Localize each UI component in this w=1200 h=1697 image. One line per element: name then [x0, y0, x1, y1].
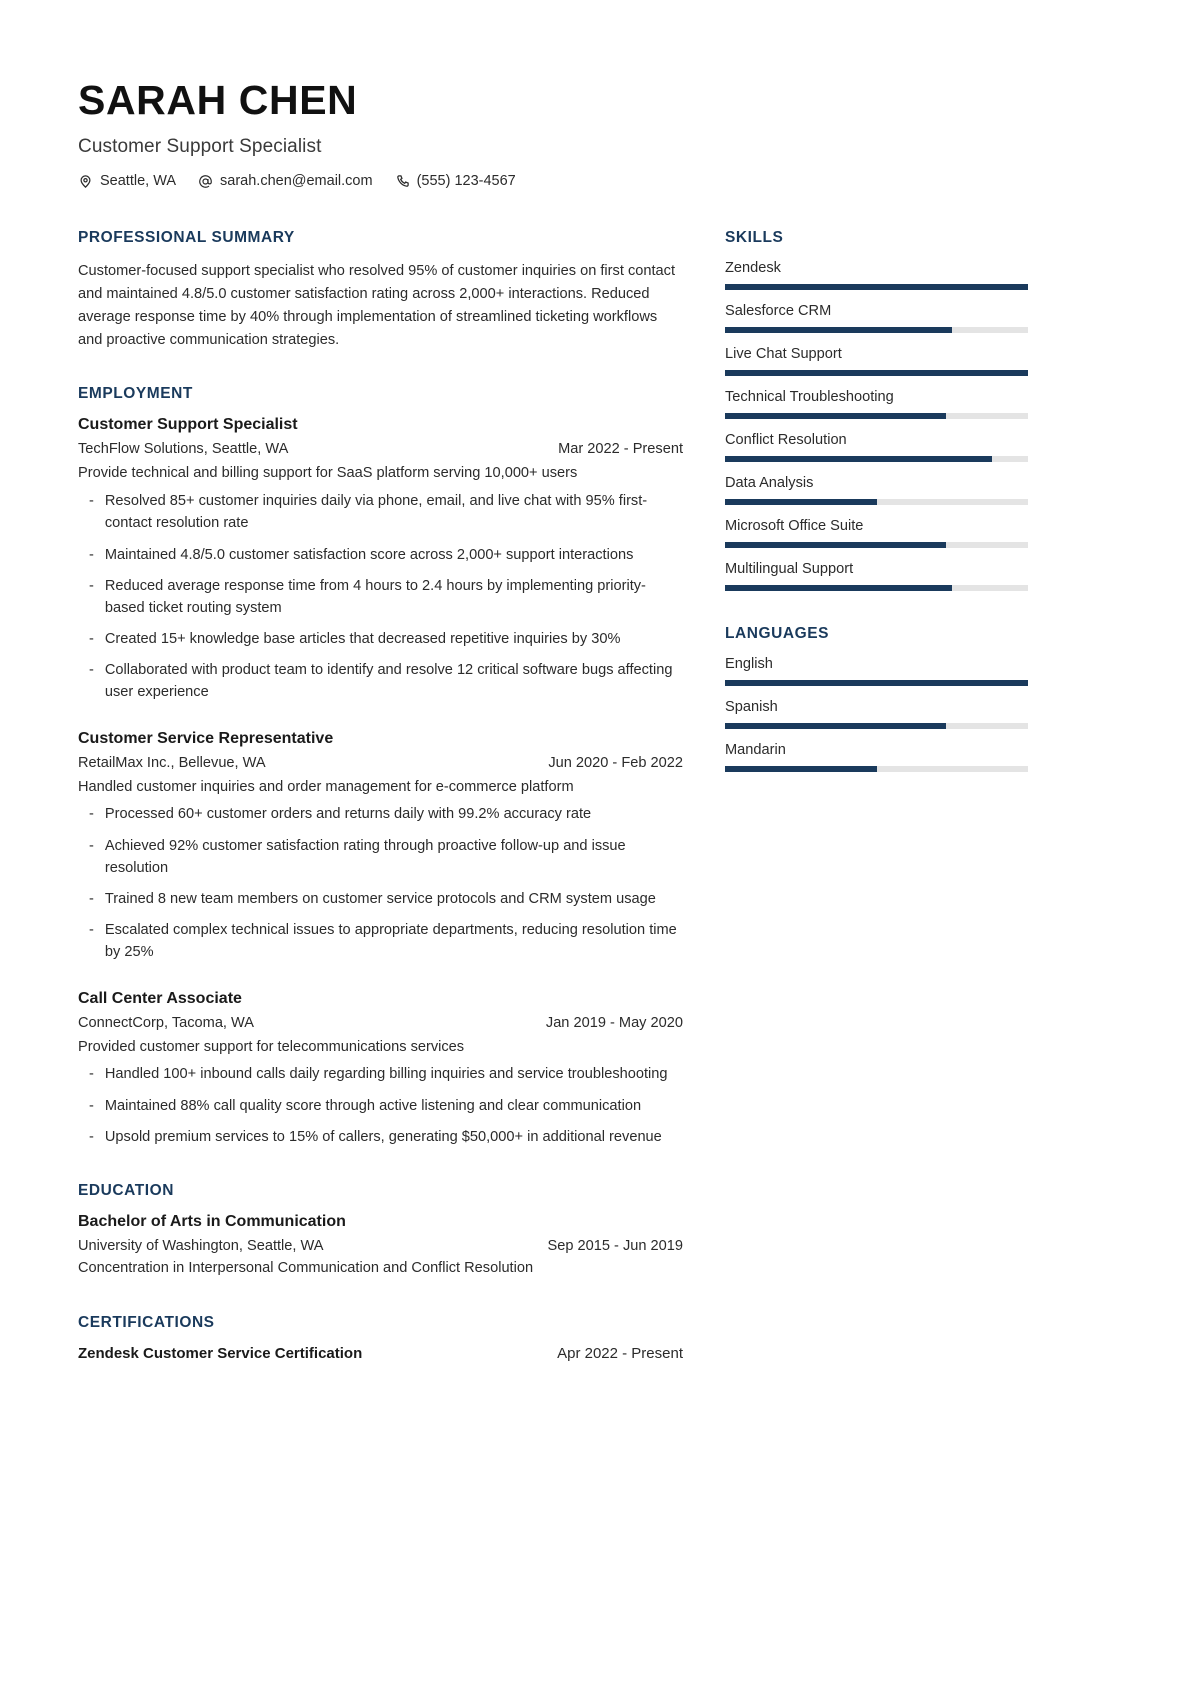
certification-entry — [78, 1345, 683, 1362]
job-description: Provide technical and billing support for SaaS platform serving 10,000+ users — [78, 465, 578, 482]
education-entry — [78, 1213, 683, 1276]
section-employment — [78, 385, 683, 1148]
job-company: ConnectCorp, Tacoma, WA — [78, 1014, 255, 1031]
skill-item — [725, 346, 1028, 376]
job-bullet-text: Upsold premium services to 15% of callers, generating $50,000+ in additional revenue — [104, 1128, 662, 1145]
employment-entry — [78, 730, 683, 964]
job-bullet-text: Handled 100+ inbound calls daily regarding billing inquiries and service troubleshooting — [104, 1066, 668, 1083]
skill-level-fill — [725, 370, 1028, 376]
skill-label: Multilingual Support — [725, 561, 854, 578]
contact-location — [78, 173, 176, 189]
job-bullet-text: Maintained 4.8/5.0 customer satisfaction score across 2,000+ support interactions — [104, 546, 634, 563]
section-professional-summary — [78, 229, 683, 351]
job-bullet — [78, 544, 683, 566]
job-bullet-text: Maintained 88% call quality score through active listening and clear communication — [104, 1097, 642, 1114]
bullet-dash-icon: - — [89, 493, 94, 510]
languages-heading: LANGUAGES — [725, 625, 829, 643]
job-bullet-text: Reduced average response time from 4 hours to 2.4 hours by implementing priority-based ticket routing system — [104, 577, 646, 616]
skill-label: Live Chat Support — [725, 346, 842, 363]
language-level-bar — [725, 723, 1028, 729]
skill-item — [725, 475, 1028, 505]
language-label: English — [725, 656, 773, 673]
sidebar-column — [725, 229, 1028, 806]
skill-item — [725, 518, 1028, 548]
job-bullet — [78, 659, 683, 703]
bullet-dash-icon: - — [89, 837, 94, 854]
job-bullet-text: Created 15+ knowledge base articles that decreased repetitive inquiries by 30% — [104, 631, 621, 648]
bullet-dash-icon: - — [89, 546, 94, 563]
language-level-fill — [725, 766, 877, 772]
bullet-dash-icon: - — [89, 891, 94, 907]
bullet-dash-icon: - — [89, 922, 94, 939]
skill-level-fill — [725, 456, 992, 462]
bullet-dash-icon: - — [89, 631, 94, 648]
skill-level-fill — [725, 327, 952, 333]
email-at-icon — [198, 174, 213, 189]
employment-heading: EMPLOYMENT — [78, 385, 193, 403]
job-bullet — [78, 1126, 683, 1148]
skill-level-fill — [725, 585, 952, 591]
job-bullet — [78, 628, 683, 650]
skills-list — [725, 260, 1028, 591]
section-education — [78, 1182, 683, 1276]
language-level-fill — [725, 723, 946, 729]
employment-entry — [78, 990, 683, 1148]
education-school: University of Washington, Seattle, WA — [78, 1237, 324, 1254]
job-bullet — [78, 888, 683, 910]
resume-header — [78, 78, 1028, 189]
employment-list — [78, 416, 683, 1148]
skill-level-bar — [725, 284, 1028, 290]
bullet-dash-icon: - — [89, 806, 94, 823]
contact-email[interactable] — [198, 173, 373, 189]
education-dates: Sep 2015 - Jun 2019 — [547, 1237, 683, 1254]
job-bullet-text: Processed 60+ customer orders and returns daily with 99.2% accuracy rate — [104, 806, 592, 823]
location-pin-icon — [78, 174, 93, 189]
job-role: Call Center Associate — [78, 989, 242, 1007]
skill-level-bar — [725, 456, 1028, 462]
bullet-dash-icon: - — [89, 1128, 94, 1145]
skill-level-bar — [725, 413, 1028, 419]
job-meta — [78, 755, 683, 771]
skill-level-fill — [725, 499, 877, 505]
skill-level-bar — [725, 370, 1028, 376]
job-bullet-text: Escalated complex technical issues to appropriate departments, reducing resolution time by 25% — [104, 922, 677, 961]
job-bullet — [78, 1063, 683, 1085]
skill-label: Conflict Resolution — [725, 432, 847, 449]
employment-entry — [78, 416, 683, 703]
language-level-bar — [725, 680, 1028, 686]
education-heading: EDUCATION — [78, 1181, 174, 1199]
skill-label: Data Analysis — [725, 475, 814, 492]
job-bullet — [78, 919, 683, 963]
phone-icon — [395, 174, 410, 189]
skill-level-fill — [725, 542, 946, 548]
contact-row — [78, 173, 1028, 189]
job-company: TechFlow Solutions, Seattle, WA — [78, 441, 289, 458]
language-item — [725, 699, 1028, 729]
skills-heading: SKILLS — [725, 229, 784, 247]
certification-dates: Apr 2022 - Present — [557, 1344, 683, 1362]
language-level-fill — [725, 680, 1028, 686]
contact-email-text: sarah.chen@email.com — [220, 173, 373, 190]
education-note: Concentration in Interpersonal Communication and Conflict Resolution — [78, 1259, 534, 1276]
skill-item — [725, 561, 1028, 591]
job-bullet-text: Collaborated with product team to identify and resolve 12 critical software bugs affecting user experience — [104, 662, 673, 701]
job-bullets — [78, 1063, 683, 1148]
education-degree: Bachelor of Arts in Communication — [78, 1212, 346, 1230]
language-item — [725, 742, 1028, 772]
job-bullet — [78, 835, 683, 879]
skill-item — [725, 303, 1028, 333]
certification-name: Zendesk Customer Service Certification — [78, 1344, 363, 1362]
skill-item — [725, 260, 1028, 290]
language-label: Spanish — [725, 699, 778, 716]
skill-level-bar — [725, 542, 1028, 548]
skill-level-fill — [725, 413, 946, 419]
candidate-job-title: Customer Support Specialist — [78, 136, 322, 158]
job-dates: Jan 2019 - May 2020 — [545, 1014, 683, 1031]
job-bullet — [78, 1095, 683, 1117]
skill-item — [725, 389, 1028, 419]
language-label: Mandarin — [725, 742, 786, 759]
bullet-dash-icon: - — [89, 1097, 94, 1114]
skill-label: Salesforce CRM — [725, 303, 832, 320]
job-dates: Mar 2022 - Present — [558, 441, 683, 458]
contact-location-text: Seattle, WA — [100, 173, 177, 190]
language-level-bar — [725, 766, 1028, 772]
skill-label: Zendesk — [725, 260, 781, 277]
job-bullet-text: Trained 8 new team members on customer service protocols and CRM system usage — [104, 891, 656, 907]
skill-level-bar — [725, 327, 1028, 333]
bullet-dash-icon: - — [89, 1066, 94, 1083]
contact-phone[interactable] — [395, 173, 516, 189]
skill-level-bar — [725, 499, 1028, 505]
certifications-heading: CERTIFICATIONS — [78, 1313, 215, 1331]
job-bullets — [78, 490, 683, 703]
section-skills — [725, 229, 1028, 591]
section-certifications — [78, 1314, 683, 1362]
job-bullet — [78, 490, 683, 534]
job-bullet-text: Resolved 85+ customer inquiries daily via phone, email, and live chat with 95% first-contact resolution rate — [104, 493, 648, 532]
main-column — [78, 229, 683, 1362]
skill-label: Microsoft Office Suite — [725, 518, 864, 535]
job-description: Handled customer inquiries and order management for e-commerce platform — [78, 778, 574, 795]
skill-item — [725, 432, 1028, 462]
professional-summary-text: Customer-focused support specialist who resolved 95% of customer inquiries on first contact and maintained 4.8/5.0 customer satisfaction rating across 2,000+ interactions. Reduced average response time by 40% through implementation of streamlined ticketing workflows and proactive communication strategies. — [78, 263, 675, 348]
job-role: Customer Service Representative — [78, 729, 334, 747]
job-meta — [78, 1015, 683, 1031]
language-item — [725, 656, 1028, 686]
education-meta — [78, 1238, 683, 1254]
job-description: Provided customer support for telecommunications services — [78, 1038, 465, 1055]
contact-phone-text: (555) 123-4567 — [416, 173, 516, 190]
job-meta — [78, 441, 683, 457]
professional-summary-heading: PROFESSIONAL SUMMARY — [78, 229, 295, 247]
skill-label: Technical Troubleshooting — [725, 389, 894, 406]
candidate-name: SARAH CHEN — [78, 77, 358, 123]
bullet-dash-icon: - — [89, 662, 94, 679]
skill-level-bar — [725, 585, 1028, 591]
job-dates: Jun 2020 - Feb 2022 — [548, 754, 683, 771]
job-company: RetailMax Inc., Bellevue, WA — [78, 754, 266, 771]
job-bullet — [78, 575, 683, 619]
bullet-dash-icon: - — [89, 577, 94, 594]
skill-level-fill — [725, 284, 1028, 290]
job-bullet-text: Achieved 92% customer satisfaction rating through proactive follow-up and issue resolution — [104, 837, 626, 876]
job-role: Customer Support Specialist — [78, 416, 298, 434]
job-bullets — [78, 803, 683, 963]
section-languages — [725, 625, 1028, 772]
job-bullet — [78, 803, 683, 825]
languages-list — [725, 656, 1028, 772]
